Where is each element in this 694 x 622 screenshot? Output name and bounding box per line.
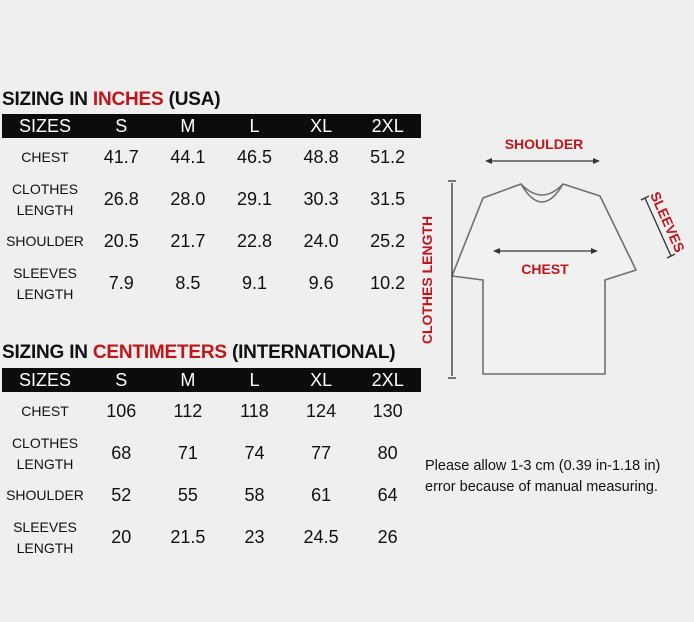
row-label bbox=[2, 476, 88, 515]
table-row-sleeves-length bbox=[2, 261, 421, 306]
title-accent-unit: INCHES bbox=[92, 89, 164, 110]
table-row-shoulder bbox=[2, 222, 421, 261]
row-label bbox=[2, 261, 88, 306]
clothes-length-label: CLOTHES LENGTH bbox=[419, 215, 435, 345]
table-cell: 25.2 bbox=[370, 231, 406, 251]
table-cell: 51.2 bbox=[370, 147, 406, 167]
title-accent-unit: CENTIMETERS bbox=[92, 342, 227, 363]
row-label bbox=[2, 138, 88, 177]
row-label-line1: SHOULDER bbox=[6, 487, 84, 503]
table-header-row bbox=[2, 368, 421, 392]
table-cell: 28.0 bbox=[170, 189, 206, 209]
table-cell: 41.7 bbox=[103, 147, 139, 167]
row-label-line1: CHEST bbox=[21, 403, 69, 419]
row-label bbox=[2, 177, 88, 222]
header-size-xl: XL bbox=[288, 114, 355, 138]
header-sizes: SIZES bbox=[2, 368, 88, 392]
clothes-length-arrow bbox=[448, 181, 456, 378]
table-cell: 74 bbox=[244, 443, 265, 463]
row-label-line2: LENGTH bbox=[16, 285, 74, 302]
centimeters-size-table bbox=[2, 368, 421, 560]
table-cell: 130 bbox=[372, 401, 403, 421]
row-label-line1: SLEEVES bbox=[13, 264, 77, 281]
row-label-line1: CLOTHES bbox=[11, 434, 79, 451]
table-cell: 80 bbox=[377, 443, 398, 463]
header-size-l: L bbox=[221, 368, 288, 392]
table-row-clothes-length bbox=[2, 431, 421, 476]
sleeves-label: SLEEVES bbox=[647, 189, 689, 255]
tshirt-measurement-diagram bbox=[415, 128, 690, 388]
table-cell: 44.1 bbox=[170, 147, 206, 167]
table-cell: 77 bbox=[311, 443, 332, 463]
table-cell: 8.5 bbox=[175, 273, 201, 293]
table-cell: 20.5 bbox=[103, 231, 139, 251]
note-line1: Please allow 1-3 cm (0.39 in-1.18 in) bbox=[425, 458, 661, 474]
title-suffix: (INTERNATIONAL) bbox=[226, 342, 396, 363]
inches-size-table bbox=[2, 114, 421, 306]
row-label bbox=[2, 431, 88, 476]
title-suffix: (USA) bbox=[163, 89, 221, 110]
header-size-xl: XL bbox=[288, 368, 355, 392]
table-cell: 112 bbox=[173, 401, 203, 421]
centimeters-section-title bbox=[2, 342, 395, 364]
shoulder-label: SHOULDER bbox=[504, 136, 584, 152]
header-sizes: SIZES bbox=[2, 114, 88, 138]
table-row-sleeves-length bbox=[2, 515, 421, 560]
header-size-2xl: 2XL bbox=[354, 368, 421, 392]
table-cell: 31.5 bbox=[370, 189, 406, 209]
table-cell: 7.9 bbox=[108, 273, 134, 293]
table-cell: 24.5 bbox=[303, 527, 339, 547]
table-cell: 61 bbox=[311, 485, 332, 505]
table-cell: 26 bbox=[377, 527, 398, 547]
table-cell: 52 bbox=[111, 485, 132, 505]
tshirt-outline-icon bbox=[452, 184, 636, 374]
row-label bbox=[2, 222, 88, 261]
table-cell: 24.0 bbox=[303, 231, 339, 251]
header-size-m: M bbox=[155, 368, 222, 392]
row-label-line1: CHEST bbox=[21, 149, 69, 165]
table-row-chest bbox=[2, 138, 421, 177]
table-cell: 21.5 bbox=[170, 527, 206, 547]
table-header-row bbox=[2, 114, 421, 138]
table-cell: 10.2 bbox=[370, 273, 406, 293]
table-cell: 21.7 bbox=[170, 231, 206, 251]
title-prefix: SIZING IN bbox=[2, 89, 93, 110]
table-row-shoulder bbox=[2, 476, 421, 515]
table-cell: 23 bbox=[244, 527, 265, 547]
table-cell: 29.1 bbox=[236, 189, 272, 209]
table-cell: 9.1 bbox=[241, 273, 267, 293]
row-label-line2: LENGTH bbox=[16, 201, 74, 218]
table-row-clothes-length bbox=[2, 177, 421, 222]
table-row-chest bbox=[2, 392, 421, 431]
row-label-line2: LENGTH bbox=[16, 455, 74, 472]
inches-section-title bbox=[2, 89, 220, 111]
table-cell: 22.8 bbox=[236, 231, 272, 251]
table-cell: 106 bbox=[106, 401, 137, 421]
row-label-line1: SLEEVES bbox=[13, 518, 77, 535]
chest-label: CHEST bbox=[521, 261, 569, 277]
table-cell: 68 bbox=[111, 443, 132, 463]
table-cell: 118 bbox=[240, 401, 269, 421]
table-cell: 26.8 bbox=[103, 189, 139, 209]
header-size-2xl: 2XL bbox=[354, 114, 421, 138]
table-cell: 9.6 bbox=[308, 273, 334, 293]
header-size-m: M bbox=[155, 114, 222, 138]
table-cell: 124 bbox=[306, 401, 337, 421]
table-cell: 71 bbox=[177, 443, 198, 463]
table-cell: 46.5 bbox=[236, 147, 272, 167]
measurement-note bbox=[425, 456, 660, 498]
table-cell: 58 bbox=[244, 485, 265, 505]
row-label-line1: CLOTHES bbox=[11, 180, 79, 197]
shoulder-arrow bbox=[485, 158, 600, 164]
header-size-l: L bbox=[221, 114, 288, 138]
row-label bbox=[2, 392, 88, 431]
table-cell: 48.8 bbox=[303, 147, 339, 167]
table-cell: 20 bbox=[111, 527, 132, 547]
table-cell: 55 bbox=[177, 485, 198, 505]
row-label bbox=[2, 515, 88, 560]
row-label-line2: LENGTH bbox=[16, 539, 74, 556]
header-size-s: S bbox=[88, 114, 155, 138]
title-prefix: SIZING IN bbox=[2, 342, 93, 363]
table-cell: 30.3 bbox=[303, 189, 339, 209]
row-label-line1: SHOULDER bbox=[6, 233, 84, 249]
header-size-s: S bbox=[88, 368, 155, 392]
table-cell: 64 bbox=[377, 485, 398, 505]
note-line2: error because of manual measuring. bbox=[425, 479, 658, 495]
